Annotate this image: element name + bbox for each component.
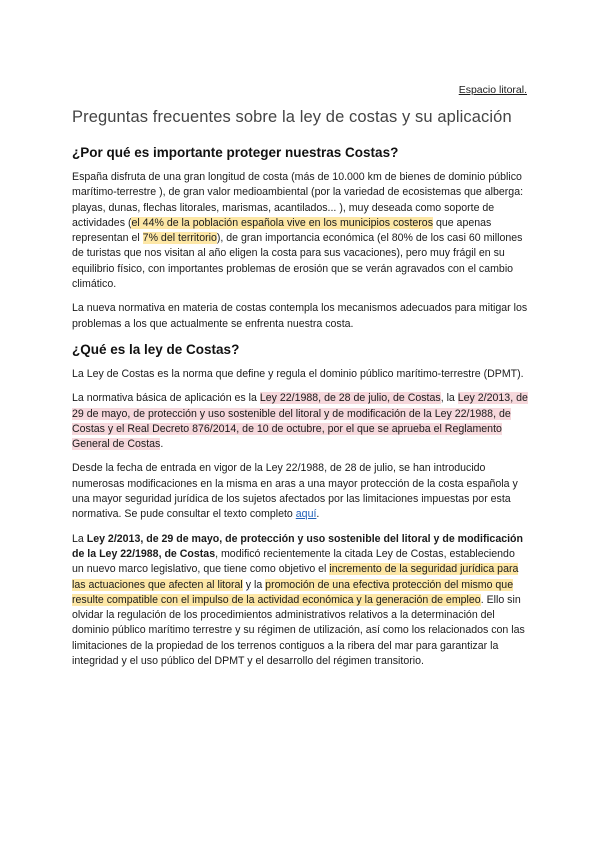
paragraph-basic-regulation — [72, 391, 528, 452]
text-span: . Ello sin olvidar la regulación de los procedimientos administrativos relativos a la determinación del dominio público marítimo terrestre y su régimen de utilización, así como los relacionados con las limitaciones de la propiedad de los terrenos contiguos a la ribera del mar para garantizar la integridad y el uso público del DPMT y el desarrollo del régimen transitorio. — [72, 593, 525, 668]
text-span: ), de gran importancia económica (el 80% de los casi 60 millones de turistas que nos visitan al año eligen la costa para sus vacaciones), pero muy frágil en su equilibrio físico, con importantes problemas de erosión que se verán agravados con el cambio climático. — [72, 232, 523, 291]
document-body — [72, 145, 528, 678]
text-span: La — [72, 532, 87, 545]
text-span: , modificó recientemente la citada Ley de Costas, estableciendo un nuevo marco legislativo, que tiene como objetivo el — [72, 547, 515, 576]
section-heading-why-protect: ¿Por qué es importante proteger nuestras Costas? — [72, 145, 399, 160]
espacio-litoral-link[interactable]: Espacio litoral. — [458, 84, 527, 96]
text-span: que apenas representan el — [72, 216, 492, 245]
paragraph-modifications — [72, 461, 528, 522]
section-heading-what-is-law: ¿Qué es la ley de Costas? — [72, 341, 240, 357]
paragraph-coast-importance — [72, 170, 528, 292]
bold-law-name: Ley 2/2013, de 29 de mayo, de protección y uso sostenible del litoral y de modificación de la Ley 22/1988, de Costas — [72, 532, 523, 560]
full-text-link[interactable]: aquí — [295, 508, 317, 521]
text-span: . — [316, 508, 320, 521]
text-span: La normativa básica de aplicación es la — [72, 392, 260, 405]
highlight-protection-promotion: promoción de una efectiva protección del mismo que resulte compatible con el impulso de la actividad económica y la generación de empleo — [72, 578, 514, 606]
text-span: España disfruta de una gran longitud de costa (más de 10.000 km de bienes de dominio público marítimo-terrestre ), de gran valor medioambiental (por la variedad de ecosistemas que alberga: playas, dunas, flechas litorales, marismas, acantilados... ), muy deseada como soporte de actividades ( — [72, 171, 524, 229]
page-title: Preguntas frecuentes sobre la ley de costas y su aplicación — [72, 108, 512, 126]
paragraph-law-definition: La Ley de Costas es la norma que define y regula el dominio público marítimo-terrestre (DPMT). — [72, 367, 524, 380]
text-span: , la — [440, 392, 458, 405]
paragraph-new-regulation: La nueva normativa en materia de costas contempla los mecanismos adecuados para mitigar los problemas a los que actualmente se enfrenta nuestra costa. — [72, 302, 528, 330]
highlight-population: el 44% de la población española vive en los municipios costeros — [131, 216, 433, 229]
highlight-ley-2-2013: Ley 2/2013, de 29 de mayo, de protección y uso sostenible del litoral y de modificación de la Ley 22/1988, de Costas y el Real Decreto 876/2014, de 10 de octubre, por el que se aprueba el Reglamento General de Costas — [72, 392, 528, 451]
paragraph-ley-2-2013 — [72, 532, 528, 670]
highlight-territory: 7% del territorio — [142, 232, 217, 245]
text-span: . — [160, 438, 164, 451]
text-span: y la — [242, 578, 266, 591]
highlight-ley-22-1988: Ley 22/1988, de 28 de julio, de Costas — [259, 392, 441, 405]
highlight-legal-security: incremento de la seguridad jurídica para las actuaciones que afecten al litoral — [72, 563, 519, 591]
text-span: Desde la fecha de entrada en vigor de la Ley 22/1988, de 28 de julio, se han introducido numerosas modificaciones en la misma en aras a una mayor protección de la costa española y una mayor seguridad jurídica de los sujetos afectados por las limitaciones impuestas por esta normativa. Se pude consultar el texto completo — [72, 462, 518, 521]
